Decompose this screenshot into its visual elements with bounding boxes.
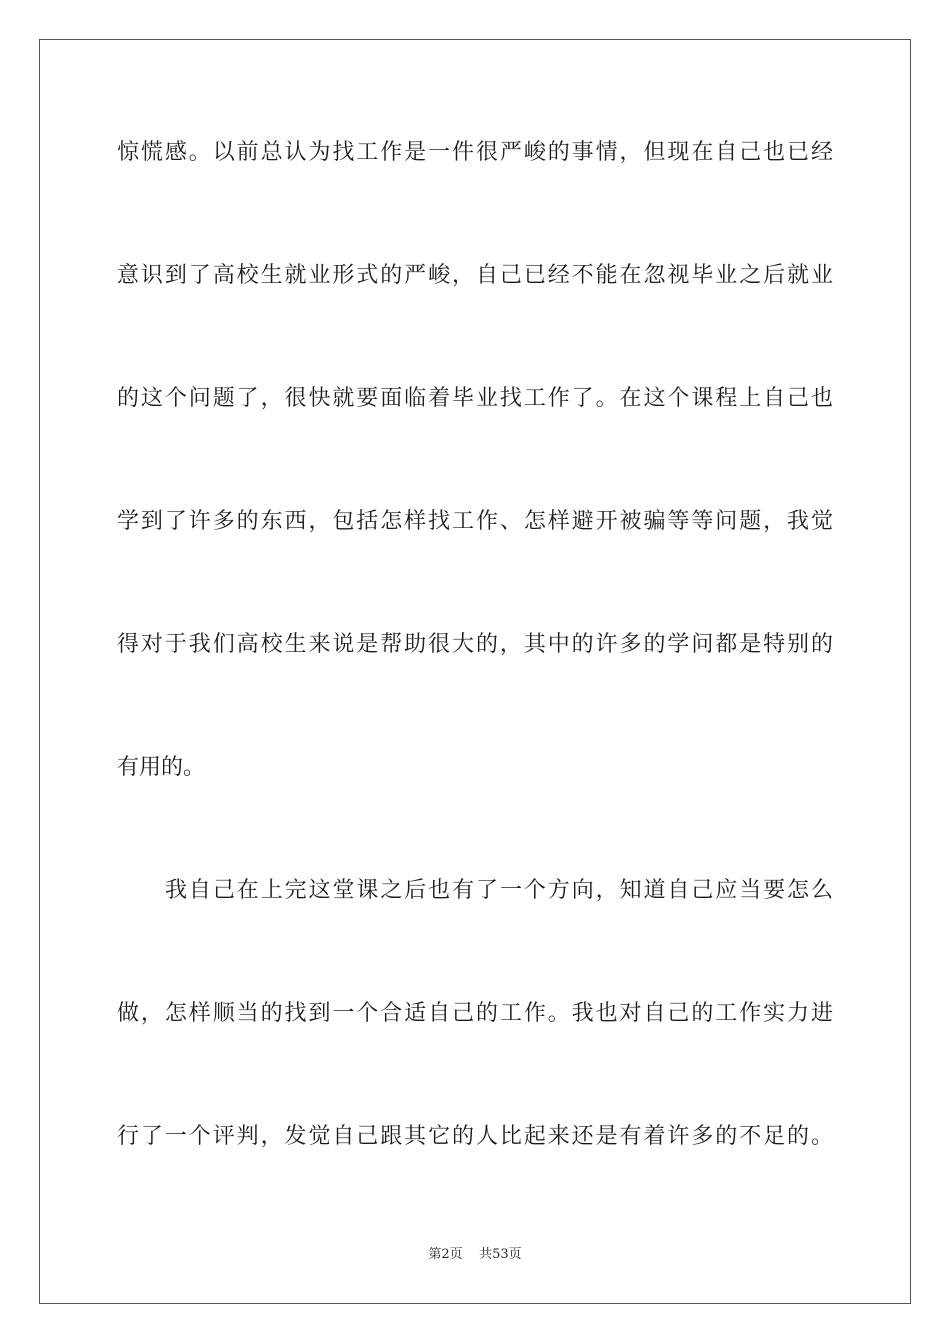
text-line: 得对于我们高校生来说是帮助很大的，其中的许多的学问都是特别的 [117,632,833,657]
text-line: 做，怎样顺当的找到一个合适自己的工作。我也对自己的工作实力进 [117,1001,833,1026]
text-line: 有用的。 [117,755,206,780]
text-line: 意识到了高校生就业形式的严峻，自己已经不能在忽视毕业之后就业 [117,263,833,288]
page-total: 共53页 [479,1247,522,1262]
text-line: 学到了许多的东西，包括怎样找工作、怎样避开被骗等等问题，我觉 [117,509,833,534]
text-line: 的这个问题了，很快就要面临着毕业找工作了。在这个课程上自己也 [117,386,833,411]
paragraph-first-line: 我自己在上完这堂课之后也有了一个方向，知道自己应当要怎么 [165,878,833,903]
page-border [39,39,911,1304]
text-line: 行了一个评判，发觉自己跟其它的人比起来还是有着许多的不足的。 [117,1124,833,1149]
page-footer [0,1246,950,1264]
text-line: 惊慌感。以前总认为找工作是一件很严峻的事情，但现在自己也已经 [117,140,833,165]
page-number: 第2页 [428,1247,463,1262]
